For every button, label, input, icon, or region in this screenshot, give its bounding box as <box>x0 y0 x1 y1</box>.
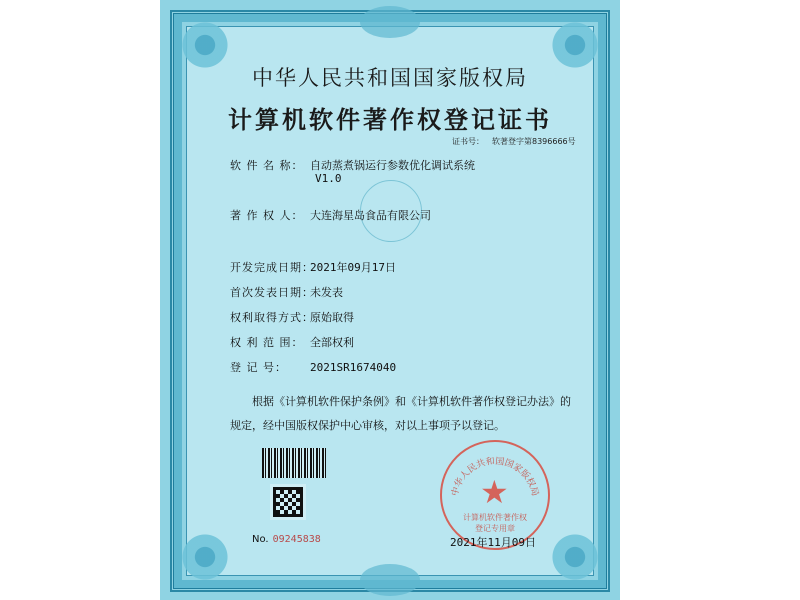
software-version: V1.0 <box>315 172 342 185</box>
serial-label: No. <box>252 534 269 545</box>
field-acquisition-method <box>230 309 354 325</box>
field-label: 著 作 权 人： <box>230 209 304 222</box>
issue-date: 2021年11月09日 <box>450 536 536 549</box>
barcode <box>262 448 326 478</box>
corner-ornament-bottom-right <box>540 522 610 592</box>
svg-text:中华人民共和国国家版权局: 中华人民共和国国家版权局 <box>450 456 540 498</box>
field-first-publication <box>230 284 343 300</box>
certificate-title: 计算机软件著作权登记证书 <box>228 105 552 134</box>
certificate-number-value: 软著登字第8396666号 <box>492 137 576 146</box>
serial-value: 09245838 <box>272 534 321 545</box>
top-center-ornament <box>360 6 420 38</box>
field-value: 2021SR1674040 <box>310 361 397 374</box>
field-label: 软 件 名 称： <box>230 159 304 172</box>
body-text-line-2: 规定，经中国版权保护中心审核，对以上事项予以登记。 <box>230 419 505 432</box>
corner-ornament-bottom-left <box>170 522 240 592</box>
field-value: 未发表 <box>310 286 343 299</box>
field-registration-number <box>230 359 396 375</box>
seal-line-2: 登记专用章 <box>475 524 515 533</box>
certificate-number <box>452 136 584 147</box>
field-value: 自动蒸煮锅运行参数优化调试系统 <box>310 159 475 172</box>
field-label: 权 利 范 围： <box>230 336 304 349</box>
bottom-center-ornament <box>360 564 420 596</box>
field-label: 权利取得方式： <box>230 311 314 324</box>
field-rights-scope <box>230 334 354 350</box>
certificate-number-label: 证书号： <box>452 137 484 146</box>
field-software-name <box>230 157 475 173</box>
seal-line-1: 计算机软件著作权 <box>463 513 527 522</box>
field-copyright-owner <box>230 207 431 223</box>
body-text-line-1: 根据《计算机软件保护条例》和《计算机软件著作权登记办法》的 <box>252 395 571 408</box>
field-value: 大连海星岛食品有限公司 <box>310 209 431 222</box>
field-label: 首次发表日期： <box>230 286 314 299</box>
field-label: 登 记 号： <box>230 361 287 374</box>
qr-code <box>270 484 306 520</box>
field-label: 开发完成日期： <box>230 261 314 274</box>
seal-star-icon: ★ <box>480 473 509 511</box>
field-completion-date <box>230 259 396 275</box>
certificate <box>160 0 620 600</box>
field-value: 全部权利 <box>310 336 354 349</box>
field-value: 原始取得 <box>310 311 354 324</box>
issuer-title: 中华人民共和国国家版权局 <box>252 66 528 90</box>
field-value: 2021年09月17日 <box>310 261 396 274</box>
serial-number <box>252 534 321 545</box>
